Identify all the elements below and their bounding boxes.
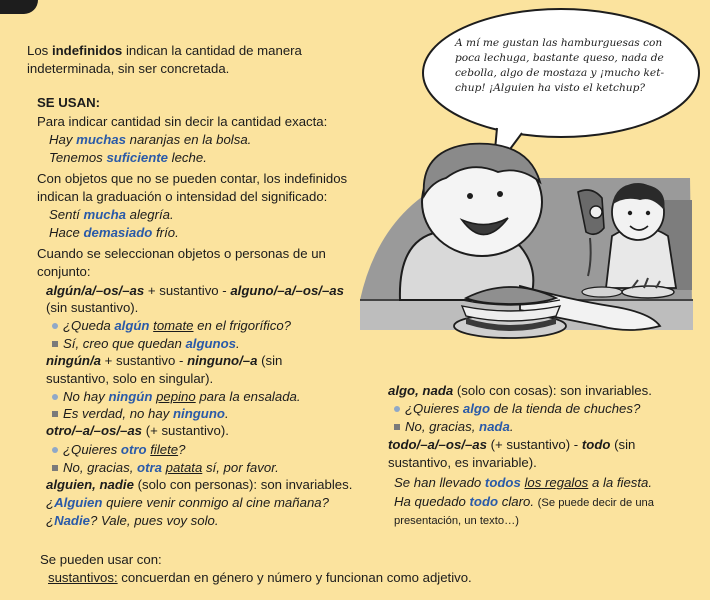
answer-4: ¿Nadie? Vale, pues voy solo. [46,513,219,528]
answer-2: Es verdad, no hay ninguno. [52,405,229,423]
rule-alguno: algún/a/–os/–as + sustantivo - alguno/–a/–os/–as [46,283,344,298]
rule-otro: otro/–a/–os/–as (+ sustantivo). [46,423,229,438]
rule-alguno-note: (sin sustantivo). [46,300,139,315]
answer-3: No, gracias, otra patata sí, por favor. [52,459,279,477]
rule-todo: todo/–a/–os/–as (+ sustantivo) - todo (sin [388,437,636,452]
rule-alguien: alguien, nadie (solo con personas): son invariables. [46,477,353,492]
bottom-line-2: sustantivos: concuerdan en género y número y funcionan como adjetivo. [48,570,472,585]
intro-line-1: Los indefinidos indican la cantidad de manera [27,43,302,58]
intro-line-2: indeterminada, sin ser concretada. [27,61,230,76]
rule-algo: algo, nada (solo con cosas): son invariables. [388,383,652,398]
rule-ninguno: ningún/a + sustantivo - ninguno/–a (sin [46,353,283,368]
use-1: Para indicar cantidad sin decir la cantidad exacta: [37,114,328,129]
question-3: ¿Quieres otro filete? [52,441,185,459]
bubble-line-2: poca lechuga, bastante queso, nada de [455,52,664,64]
bubble-line-3: cebolla, algo de mostaza y ¡mucho ket- [455,67,665,79]
answer-1: Sí, creo que quedan algunos. [52,335,240,353]
use-3b: conjunto: [37,264,91,279]
question-2: No hay ningún pepino para la ensalada. [52,388,301,406]
bottom-line-1: Se pueden usar con: [40,552,162,567]
rule-todo-note: sustantivo, es invariable). [388,455,537,470]
example-7: Ha quedado todo claro. (Se puede decir de una [394,494,654,509]
question-5: ¿Quieres algo de la tienda de chuches? [394,400,640,418]
example-1: Hay muchas naranjas en la bolsa. [49,132,252,147]
answer-5: No, gracias, nada. [394,418,513,436]
example-2: Tenemos suficiente leche. [49,150,207,165]
bubble-line-4: chup! ¡Alguien ha visto el ketchup? [455,82,646,94]
use-2a: Con objetos que no se pueden contar, los indefinidos [37,171,348,186]
speech-bubble-text [455,36,675,96]
use-2b: indican la graduación o intensidad del significado: [37,189,328,204]
question-1: ¿Queda algún tomate en el frigorífico? [52,317,291,335]
example-3: Sentí mucha alegría. [49,207,174,222]
example-4: Hace demasiado frío. [49,225,179,240]
bubble-line-1: A mí me gustan las hamburguesas con [455,37,663,49]
example-7-note: presentación, un texto…) [394,515,519,527]
use-3a: Cuando se seleccionan objetos o personas de un [37,246,326,261]
section-heading: SE USAN: [37,95,101,110]
question-4: ¿Alguien quiere venir conmigo al cine mañana? [46,495,329,510]
example-6: Se han llevado todos los regalos a la fiesta. [394,475,653,490]
rule-ninguno-note: sustantivo, solo en singular). [46,371,214,386]
